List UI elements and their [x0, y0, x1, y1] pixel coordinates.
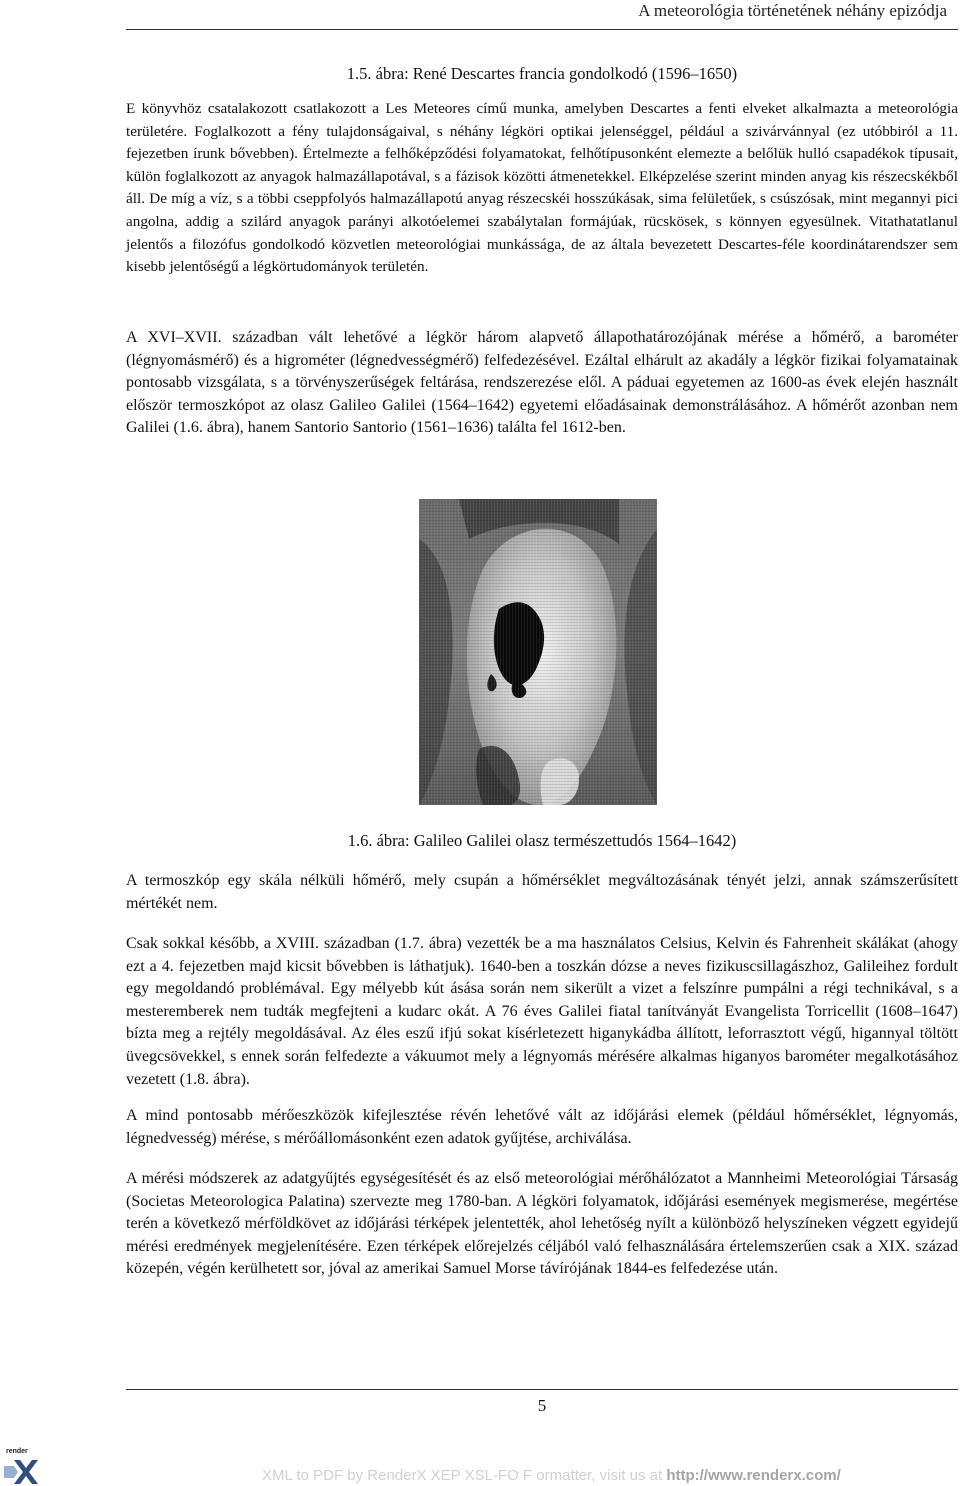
header-rule: [126, 29, 958, 30]
paragraph-temperature-scales: Csak sokkal később, a XVIII. században (1.7. ábra) vezették be a ma használatos Celsius, Kelvin és Fahrenheit skálákat (ahogy ezt a 4. fejezetben majd kicsit bővebben is láthatjuk). 1640-ben a toszkán dózse a neves fizikuscsillagászhoz, Galileihez fordult egy megoldandó problémával. Egy mélyebb kút ásása során nem sikerült a vizet a felszínre pumpálni a régi technikával, s a mesteremberek nem tudták megfejteni a kudarc okát. A 76 éves Galilei fiatal tanítványát Evangelista Torricellit (1608–1647) bízta meg a rejtély megoldásával. Az éles eszű ifjú sokat kísérletezett higanykádba állított, leforrasztott végű, higannyal töltött üvegcsövekkel, s ennek során felfedezte a vákuumot mely a légnyomás mérésére alkalmas higanyos barométer megalkotásához vezetett (1.8. ábra).: [126, 935, 958, 1088]
watermark-text: XML to PDF by RenderX XEP XSL-FO F ormatter, visit us at: [262, 1467, 667, 1484]
paragraph-descartes-meteores: E könyvhöz csatalakozott csatlakozott a Les Meteores című munka, amelyben Descartes a fenti elveket alkalmazta a meteorológia területére. Foglalkozott a fény tulajdonságaival, s néhány légköri optikai jelenséggel, például a szivárvánnyal (ez utóbbiról a 11. fejezetben írunk bővebben). Értelmezte a felhőképződési folyamatokat, felhőtípusonként elemezte a belőlük hulló csapadékok típusait, külön foglalkozott az anyagok halmazállapotával, s a fázisok közötti átmenetekkel. Elképzelése szerint minden anyag kis részecskékből áll. De míg a víz, s a többi cseppfolyós halmazállapotú anyag részecskéi hosszúkásak, sima felületűek, s csúszósak, mint megannyi pici angolna, addig a szilárd anyagok parányi alkotóelemei szabálytalan formájúak, rücskösek, s könnyen egyesülnek. Vitathatatlanul jelentős a filozófus gondolkodó közvetlen meteorológiai munkássága, de az általa bevezetett Descartes-féle koordinátarendszer sem kisebb jelentőségű a légkörtudományok területén.: [126, 100, 958, 276]
renderx-logo-text: render: [6, 1448, 28, 1455]
footer-rule: [126, 1389, 958, 1390]
paragraph-thermoscope: A termoszkóp egy skála nélküli hőmérő, mely csupán a hőmérséklet megváltozásának tényét jelzi, annak számszerűsített mértékét nem.: [126, 872, 958, 912]
paragraph-measuring-tools: A mind pontosabb mérőeszközök kifejlesztése révén lehetővé vált az időjárási elemek (például hőmérséklet, légnyomás, légnedvesség) mérése, s mérőállomásonként ezen adatok gyűjtése, archiválása.: [126, 1107, 958, 1147]
running-header: A meteorológia történetének néhány epizódja: [638, 1, 947, 20]
paragraph-measuring-network: A mérési módszerek az adatgyűjtés egységesítését és az első meteorológiai mérőhálózatot a Mannheimi Meteorológiai Társaság (Societas Meteorologica Palatina) szervezte meg 1780-ban. A légköri folyamatok, időjárási események megismerése, megértése terén a következő mérföldkövet az időjárási térképek jelentették, ahol lehetőség nyílt a különböző helyszíneken végzett egyidejű mérési eredmények megjelenítésére. Ezen térképek előrejelzés céljából való felhasználására értelemszerűen csak a XIX. század közepén, végén kerülhetett sor, jóval az amerikai Samuel Morse távírójának 1844-es felfedezése után.: [126, 1170, 958, 1278]
renderx-watermark: [262, 1467, 841, 1484]
figure-1-6-caption: 1.6. ábra: Galileo Galilei olasz természettudós 1564–1642): [347, 831, 737, 850]
renderx-link[interactable]: http://www.renderx.com/: [666, 1467, 841, 1484]
figure-1-5-caption: 1.5. ábra: René Descartes francia gondolkodó (1596–1650): [346, 64, 738, 83]
paragraph-instruments: A XVI–XVII. században vált lehetővé a légkör három alapvető állapothatározójának mérése a hőmérő, a barométer (légnyomásmérő) és a higrométer (légnedvességmérő) felfedezésével. Ezáltal elhárult az akadály a légkör fizikai folyamatainak pontosabb vizsgálata, s a törvényszerűségek feltárása, rendszerezése elől. A páduai egyetemen az 1600-as évek elején használt először termoszkópot az olasz Galileo Galilei (1564–1642) egyetemi előadásainak demonstrálásához. A hőmérőt azonban nem Galilei (1.6. ábra), hanem Santorio Santorio (1561–1636) találta fel 1612-ben.: [126, 329, 958, 437]
page-number: 5: [537, 1396, 547, 1415]
renderx-logo: [4, 1448, 40, 1484]
galilei-portrait-image: [419, 499, 657, 805]
